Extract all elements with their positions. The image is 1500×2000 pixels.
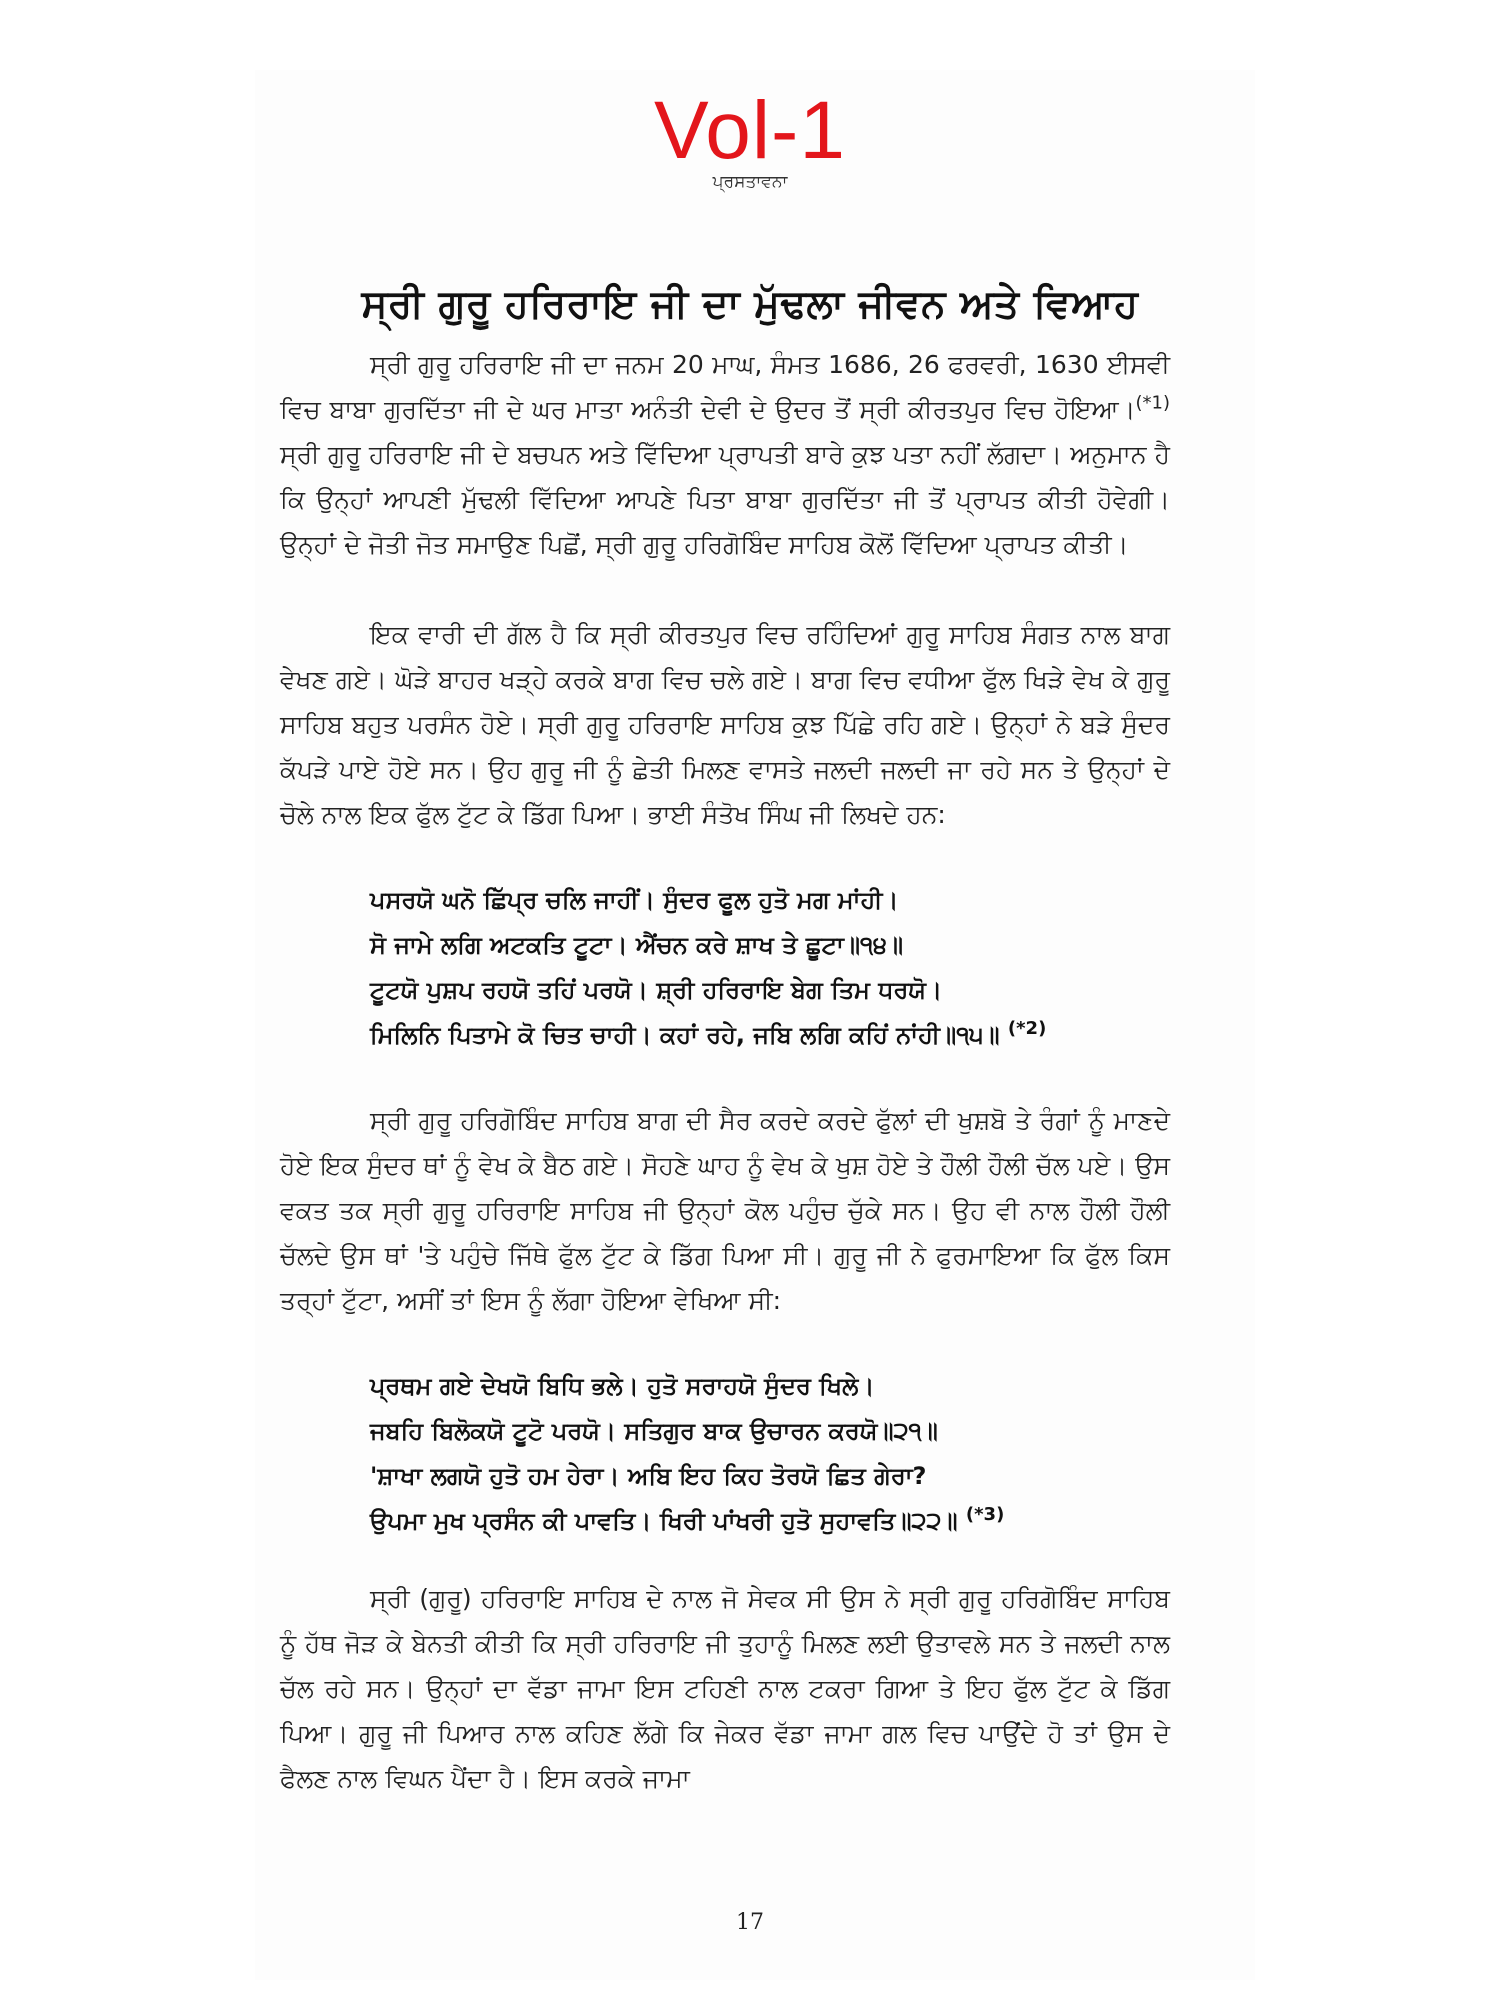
footnote-ref-3: (*3): [965, 1504, 1005, 1525]
footnote-ref-2: (*2): [1007, 1018, 1047, 1039]
verse-block-1: [370, 878, 1170, 1058]
paragraph-1-text-a: ਸ੍ਰੀ ਗੁਰੂ ਹਰਿਰਾਇ ਜੀ ਦਾ ਜਨਮ 20 ਮਾਘ, ਸੰਮਤ 1686, 26 ਫਰਵਰੀ, 1630 ਈਸਵੀ ਵਿਚ ਬਾਬਾ ਗੁਰਦਿੱਤਾ ਜੀ ਦੇ ਘਰ ਮਾਤਾ ਅਨੰਤੀ ਦੇਵੀ ਦੇ ਉਦਰ ਤੋਂ ਸ੍ਰੀ ਕੀਰਤਪੁਰ ਵਿਚ ਹੋਇਆ।: [280, 350, 1170, 424]
verse-line: ਮਿਲਿਨਿ ਪਿਤਾਮੇ ਕੋ ਚਿਤ ਚਾਹੀ। ਕਹਾਂ ਰਹੇ, ਜਬਿ ਲਗਿ ਕਹਿਂ ਨਾਂਹੀ॥੧੫॥: [370, 1021, 1000, 1049]
footnote-ref-1: (*1): [1135, 392, 1170, 414]
volume-label: Vol-1: [654, 85, 846, 176]
verse-block-2: [370, 1364, 1170, 1544]
running-head: ਪ੍ਰਸਤਾਵਨਾ: [712, 172, 788, 192]
page-number: 17: [736, 1910, 764, 1935]
verse-line: ਸੋ ਜਾਮੇ ਲਗਿ ਅਟਕਤਿ ਟੂਟਾ। ਐਂਚਨ ਕਰੇ ਸ਼ਾਖ ਤੇ ਛੂਟਾ॥੧੪॥: [370, 931, 904, 959]
paragraph-4: [280, 1576, 1170, 1801]
paragraph-4-text: ਸ੍ਰੀ (ਗੁਰੂ) ਹਰਿਰਾਇ ਸਾਹਿਬ ਦੇ ਨਾਲ ਜੋ ਸੇਵਕ ਸੀ ਉਸ ਨੇ ਸ੍ਰੀ ਗੁਰੂ ਹਰਿਗੋਬਿੰਦ ਸਾਹਿਬ ਨੂੰ ਹੱਥ ਜੋੜ ਕੇ ਬੇਨਤੀ ਕੀਤੀ ਕਿ ਸ੍ਰੀ ਹਰਿਰਾਇ ਜੀ ਤੁਹਾਨੂੰ ਮਿਲਣ ਲਈ ਉਤਾਵਲੇ ਸਨ ਤੇ ਜਲਦੀ ਨਾਲ ਚੱਲ ਰਹੇ ਸਨ। ਉਨ੍ਹਾਂ ਦਾ ਵੱਡਾ ਜਾਮਾ ਇਸ ਟਹਿਣੀ ਨਾਲ ਟਕਰਾ ਗਿਆ ਤੇ ਇਹ ਫੁੱਲ ਟੁੱਟ ਕੇ ਡਿੱਗ ਪਿਆ। ਗੁਰੂ ਜੀ ਪਿਆਰ ਨਾਲ ਕਹਿਣ ਲੱਗੇ ਕਿ ਜੇਕਰ ਵੱਡਾ ਜਾਮਾ ਗਲ ਵਿਚ ਪਾਉਂਦੇ ਹੋ ਤਾਂ ਉਸ ਦੇ ਫੈਲਣ ਨਾਲ ਵਿਘਨ ਪੈਂਦਾ ਹੈ। ਇਸ ਕਰਕੇ ਜਾਮਾ: [280, 1584, 1170, 1793]
verse-line: 'ਸ਼ਾਖਾ ਲਗਯੋ ਹੁਤੋ ਹਮ ਹੇਰਾ। ਅਬਿ ਇਹ ਕਿਹ ਤੋਰਯੋ ਛਿਤ ਗੇਰਾ?: [370, 1462, 927, 1490]
paragraph-2: [280, 612, 1170, 837]
chapter-title: ਸ੍ਰੀ ਗੁਰੂ ਹਰਿਰਾਇ ਜੀ ਦਾ ਮੁੱਢਲਾ ਜੀਵਨ ਅਤੇ ਵਿਆਹ: [361, 282, 1139, 327]
paragraph-3: [280, 1098, 1170, 1323]
paragraph-3-text: ਸ੍ਰੀ ਗੁਰੂ ਹਰਿਗੋਬਿੰਦ ਸਾਹਿਬ ਬਾਗ ਦੀ ਸੈਰ ਕਰਦੇ ਕਰਦੇ ਫੁੱਲਾਂ ਦੀ ਖੁਸ਼ਬੋ ਤੇ ਰੰਗਾਂ ਨੂੰ ਮਾਣਦੇ ਹੋਏ ਇਕ ਸੁੰਦਰ ਥਾਂ ਨੂੰ ਵੇਖ ਕੇ ਬੈਠ ਗਏ। ਸੋਹਣੇ ਘਾਹ ਨੂੰ ਵੇਖ ਕੇ ਖੁਸ਼ ਹੋਏ ਤੇ ਹੌਲੀ ਹੌਲੀ ਚੱਲ ਪਏ। ਉਸ ਵਕਤ ਤਕ ਸ੍ਰੀ ਗੁਰੂ ਹਰਿਰਾਇ ਸਾਹਿਬ ਜੀ ਉਨ੍ਹਾਂ ਕੋਲ ਪਹੁੰਚ ਚੁੱਕੇ ਸਨ। ਉਹ ਵੀ ਨਾਲ ਹੌਲੀ ਹੌਲੀ ਚੱਲਦੇ ਉਸ ਥਾਂ 'ਤੇ ਪਹੁੰਚੇ ਜਿੱਥੇ ਫੁੱਲ ਟੁੱਟ ਕੇ ਡਿੱਗ ਪਿਆ ਸੀ। ਗੁਰੂ ਜੀ ਨੇ ਫੁਰਮਾਇਆ ਕਿ ਫੁੱਲ ਕਿਸ ਤਰ੍ਹਾਂ ਟੁੱਟਾ, ਅਸੀਂ ਤਾਂ ਇਸ ਨੂੰ ਲੱਗਾ ਹੋਇਆ ਵੇਖਿਆ ਸੀ:: [280, 1106, 1170, 1315]
verse-line: ਟੂਟਯੋ ਪੁਸ਼ਪ ਰਹਯੋ ਤਹਿਂ ਪਰਯੋ। ਸ਼੍ਰੀ ਹਰਿਰਾਇ ਬੇਗ ਤਿਮ ਧਰਯੋ।: [370, 976, 943, 1004]
verse-line: ਪਸਰਯੋ ਘਨੋ ਛਿੱਪ੍ਰ ਚਲਿ ਜਾਹੀਂ। ਸੁੰਦਰ ਫੂਲ ਹੁਤੋ ਮਗ ਮਾਂਹੀ।: [370, 886, 899, 914]
paragraph-2-text: ਇਕ ਵਾਰੀ ਦੀ ਗੱਲ ਹੈ ਕਿ ਸ੍ਰੀ ਕੀਰਤਪੁਰ ਵਿਚ ਰਹਿੰਦਿਆਂ ਗੁਰੂ ਸਾਹਿਬ ਸੰਗਤ ਨਾਲ ਬਾਗ ਵੇਖਣ ਗਏ। ਘੋੜੇ ਬਾਹਰ ਖੜ੍ਹੇ ਕਰਕੇ ਬਾਗ ਵਿਚ ਚਲੇ ਗਏ। ਬਾਗ ਵਿਚ ਵਧੀਆ ਫੁੱਲ ਖਿੜੇ ਵੇਖ ਕੇ ਗੁਰੂ ਸਾਹਿਬ ਬਹੁਤ ਪਰਸੰਨ ਹੋਏ। ਸ੍ਰੀ ਗੁਰੂ ਹਰਿਰਾਇ ਸਾਹਿਬ ਕੁਝ ਪਿੱਛੇ ਰਹਿ ਗਏ। ਉਨ੍ਹਾਂ ਨੇ ਬੜੇ ਸੁੰਦਰ ਕੱਪੜੇ ਪਾਏ ਹੋਏ ਸਨ। ਉਹ ਗੁਰੂ ਜੀ ਨੂੰ ਛੇਤੀ ਮਿਲਣ ਵਾਸਤੇ ਜਲਦੀ ਜਲਦੀ ਜਾ ਰਹੇ ਸਨ ਤੇ ਉਨ੍ਹਾਂ ਦੇ ਚੋਲੇ ਨਾਲ ਇਕ ਫੁੱਲ ਟੁੱਟ ਕੇ ਡਿੱਗ ਪਿਆ। ਭਾਈ ਸੰਤੋਖ ਸਿੰਘ ਜੀ ਲਿਖਦੇ ਹਨ:: [280, 620, 1170, 829]
paragraph-1-text-b: ਸ੍ਰੀ ਗੁਰੂ ਹਰਿਰਾਇ ਜੀ ਦੇ ਬਚਪਨ ਅਤੇ ਵਿੱਦਿਆ ਪ੍ਰਾਪਤੀ ਬਾਰੇ ਕੁਝ ਪਤਾ ਨਹੀਂ ਲੱਗਦਾ। ਅਨੁਮਾਨ ਹੈ ਕਿ ਉਨ੍ਹਾਂ ਆਪਣੀ ਮੁੱਢਲੀ ਵਿੱਦਿਆ ਆਪਣੇ ਪਿਤਾ ਬਾਬਾ ਗੁਰਦਿੱਤਾ ਜੀ ਤੋਂ ਪ੍ਰਾਪਤ ਕੀਤੀ ਹੋਵੇਗੀ। ਉਨ੍ਹਾਂ ਦੇ ਜੋਤੀ ਜੋਤ ਸਮਾਉਣ ਪਿਛੋਂ, ਸ੍ਰੀ ਗੁਰੂ ਹਰਿਗੋਬਿੰਦ ਸਾਹਿਬ ਕੋਲੋਂ ਵਿੱਦਿਆ ਪ੍ਰਾਪਤ ਕੀਤੀ।: [280, 440, 1170, 559]
verse-line: ਜਬਹਿ ਬਿਲੋਕਯੋ ਟੂਟੋ ਪਰਯੋ। ਸਤਿਗੁਰ ਬਾਕ ਉਚਾਰਨ ਕਰਯੋ॥੨੧॥: [370, 1417, 938, 1445]
paragraph-1: [280, 342, 1170, 567]
verse-line: ਉਪਮਾ ਮੁਖ ਪ੍ਰਸੰਨ ਕੀ ਪਾਵਤਿ। ਖਿਰੀ ਪਾਂਖਰੀ ਹੁਤੋ ਸੁਹਾਵਤਿ॥੨੨॥: [370, 1507, 958, 1535]
verse-line: ਪ੍ਰਥਮ ਗਏ ਦੇਖਯੋ ਬਿਧਿ ਭਲੇ। ਹੁਤੋ ਸਰਾਹਯੋ ਸੁੰਦਰ ਖਿਲੇ।: [370, 1372, 875, 1400]
